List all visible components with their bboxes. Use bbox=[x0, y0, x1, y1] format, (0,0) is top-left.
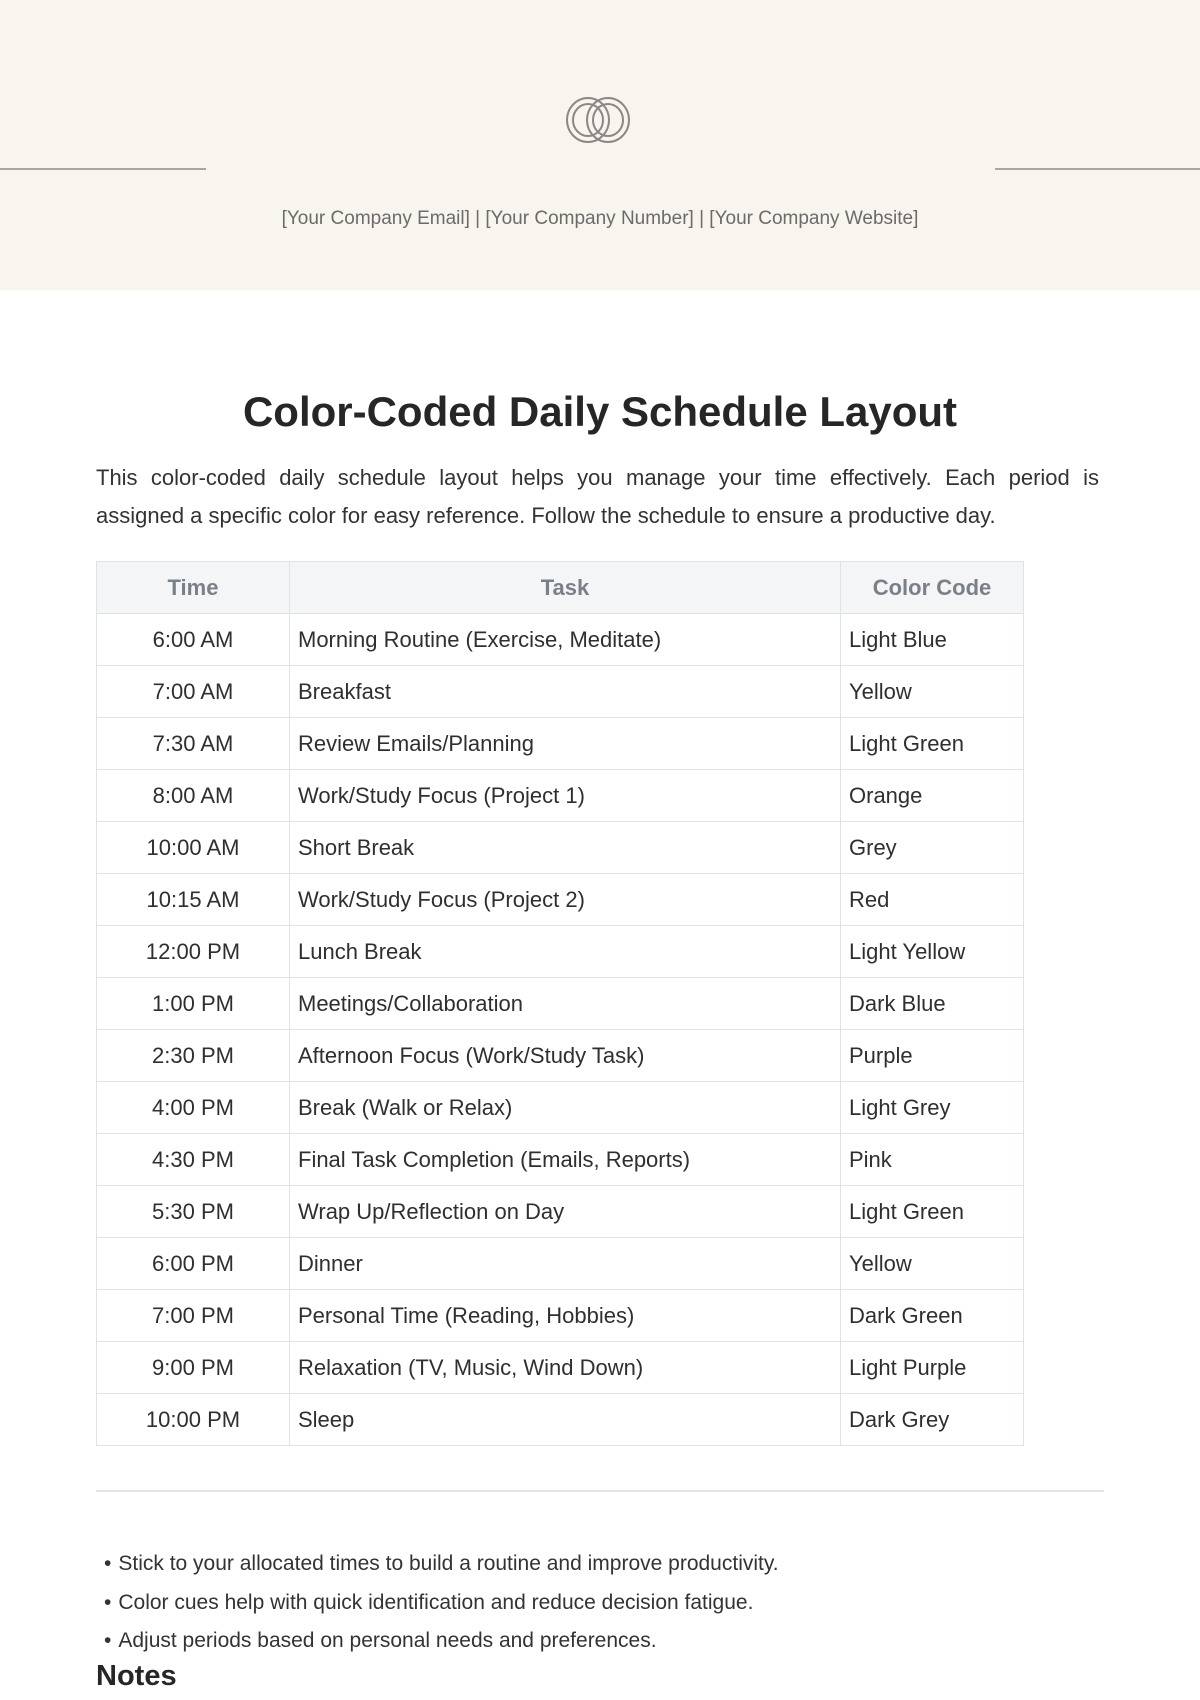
tips-list bbox=[104, 1545, 779, 1661]
time-cell: 10:15 AM bbox=[97, 874, 290, 926]
task-cell: Dinner bbox=[290, 1238, 841, 1290]
table-row bbox=[97, 1394, 1024, 1446]
column-header-time: Time bbox=[97, 562, 290, 614]
task-cell: Work/Study Focus (Project 1) bbox=[290, 770, 841, 822]
color-code-cell: Yellow bbox=[841, 666, 1024, 718]
color-code-cell: Grey bbox=[841, 822, 1024, 874]
task-cell: Meetings/Collaboration bbox=[290, 978, 841, 1030]
color-code-cell: Dark Green bbox=[841, 1290, 1024, 1342]
color-code-cell: Light Grey bbox=[841, 1082, 1024, 1134]
list-item: • Stick to your allocated times to build a routine and improve productivity. bbox=[104, 1545, 779, 1584]
intro-paragraph: This color-coded daily schedule layout helps you manage your time effectively. Each period is assigned a specific color for easy reference. Follow the schedule to ensure a productive day. bbox=[96, 465, 1099, 528]
table-row bbox=[97, 666, 1024, 718]
task-cell: Breakfast bbox=[290, 666, 841, 718]
notes-heading: Notes bbox=[96, 1660, 177, 1692]
table-row bbox=[97, 1134, 1024, 1186]
list-item: • Adjust periods based on personal needs and preferences. bbox=[104, 1622, 779, 1661]
time-cell: 9:00 PM bbox=[97, 1342, 290, 1394]
table-row bbox=[97, 770, 1024, 822]
time-cell: 4:30 PM bbox=[97, 1134, 290, 1186]
task-cell: Wrap Up/Reflection on Day bbox=[290, 1186, 841, 1238]
time-cell: 7:00 PM bbox=[97, 1290, 290, 1342]
time-cell: 4:00 PM bbox=[97, 1082, 290, 1134]
color-code-cell: Light Yellow bbox=[841, 926, 1024, 978]
color-code-cell: Pink bbox=[841, 1134, 1024, 1186]
time-cell: 10:00 AM bbox=[97, 822, 290, 874]
table-row bbox=[97, 978, 1024, 1030]
task-cell: Final Task Completion (Emails, Reports) bbox=[290, 1134, 841, 1186]
time-cell: 7:00 AM bbox=[97, 666, 290, 718]
task-cell: Sleep bbox=[290, 1394, 841, 1446]
color-code-cell: Dark Blue bbox=[841, 978, 1024, 1030]
task-cell: Relaxation (TV, Music, Wind Down) bbox=[290, 1342, 841, 1394]
interlocking-rings-icon bbox=[558, 92, 638, 148]
table-row bbox=[97, 822, 1024, 874]
task-cell: Review Emails/Planning bbox=[290, 718, 841, 770]
time-cell: 12:00 PM bbox=[97, 926, 290, 978]
table-header-row bbox=[97, 562, 1024, 614]
color-code-cell: Light Green bbox=[841, 718, 1024, 770]
table-row bbox=[97, 718, 1024, 770]
task-cell: Lunch Break bbox=[290, 926, 841, 978]
time-cell: 10:00 PM bbox=[97, 1394, 290, 1446]
time-cell: 8:00 AM bbox=[97, 770, 290, 822]
document-header bbox=[0, 0, 1200, 290]
task-cell: Morning Routine (Exercise, Meditate) bbox=[290, 614, 841, 666]
table-row bbox=[97, 1082, 1024, 1134]
table-row bbox=[97, 926, 1024, 978]
color-code-cell: Purple bbox=[841, 1030, 1024, 1082]
column-header-task: Task bbox=[290, 562, 841, 614]
color-code-cell: Dark Grey bbox=[841, 1394, 1024, 1446]
section-divider bbox=[96, 1490, 1104, 1492]
list-item: • Color cues help with quick identification and reduce decision fatigue. bbox=[104, 1584, 779, 1623]
table-row bbox=[97, 1186, 1024, 1238]
header-divider-right bbox=[995, 168, 1200, 170]
time-cell: 6:00 AM bbox=[97, 614, 290, 666]
time-cell: 7:30 AM bbox=[97, 718, 290, 770]
color-code-cell: Light Green bbox=[841, 1186, 1024, 1238]
table-row bbox=[97, 1238, 1024, 1290]
column-header-color-code: Color Code bbox=[841, 562, 1024, 614]
time-cell: 5:30 PM bbox=[97, 1186, 290, 1238]
task-cell: Personal Time (Reading, Hobbies) bbox=[290, 1290, 841, 1342]
table-row bbox=[97, 874, 1024, 926]
schedule-table bbox=[96, 561, 1024, 1446]
header-divider-left bbox=[0, 168, 206, 170]
page-title: Color-Coded Daily Schedule Layout bbox=[242, 388, 958, 435]
table-row bbox=[97, 1342, 1024, 1394]
color-code-cell: Light Purple bbox=[841, 1342, 1024, 1394]
table-row bbox=[97, 1030, 1024, 1082]
task-cell: Short Break bbox=[290, 822, 841, 874]
company-contact: [Your Company Email] | [Your Company Number] | [Your Company Website] bbox=[281, 208, 919, 229]
task-cell: Afternoon Focus (Work/Study Task) bbox=[290, 1030, 841, 1082]
time-cell: 1:00 PM bbox=[97, 978, 290, 1030]
color-code-cell: Light Blue bbox=[841, 614, 1024, 666]
color-code-cell: Yellow bbox=[841, 1238, 1024, 1290]
table-row bbox=[97, 614, 1024, 666]
color-code-cell: Orange bbox=[841, 770, 1024, 822]
color-code-cell: Red bbox=[841, 874, 1024, 926]
task-cell: Break (Walk or Relax) bbox=[290, 1082, 841, 1134]
time-cell: 6:00 PM bbox=[97, 1238, 290, 1290]
time-cell: 2:30 PM bbox=[97, 1030, 290, 1082]
task-cell: Work/Study Focus (Project 2) bbox=[290, 874, 841, 926]
table-row bbox=[97, 1290, 1024, 1342]
